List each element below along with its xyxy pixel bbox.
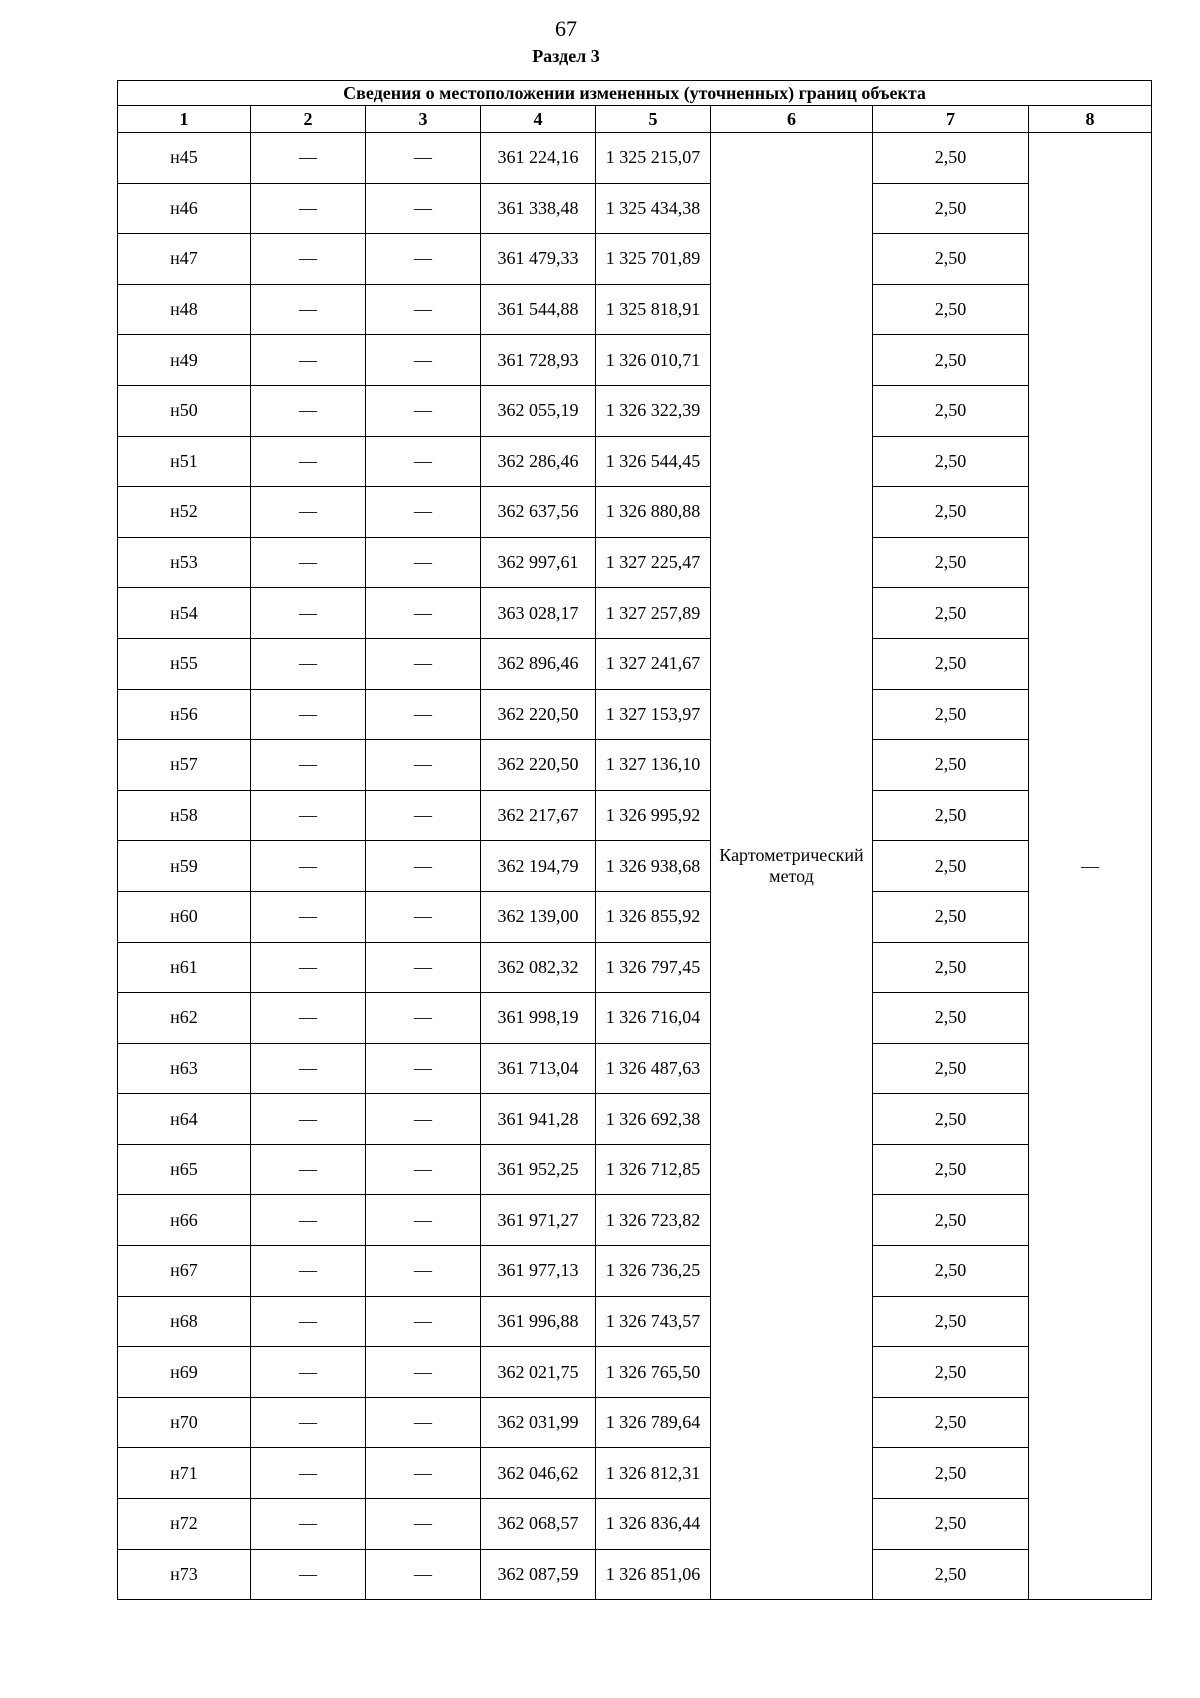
y-coordinate-cell: 1 326 544,45 (596, 436, 711, 487)
point-cell: н50 (118, 385, 251, 436)
section-title: Раздел 3 (532, 46, 600, 66)
column2-cell: — (251, 133, 366, 184)
column2-cell: — (251, 942, 366, 993)
table-row (118, 740, 1152, 791)
point-cell: н62 (118, 993, 251, 1044)
point-cell: н69 (118, 1347, 251, 1398)
point-cell: н72 (118, 1499, 251, 1550)
x-coordinate-cell: 362 055,19 (481, 385, 596, 436)
column3-cell: — (366, 1195, 481, 1246)
table-row (118, 1043, 1152, 1094)
column3-cell: — (366, 740, 481, 791)
column2-cell: — (251, 284, 366, 335)
point-cell: н65 (118, 1144, 251, 1195)
accuracy-cell: 2,50 (873, 1296, 1029, 1347)
y-coordinate-cell: 1 327 136,10 (596, 740, 711, 791)
column2-cell: — (251, 1397, 366, 1448)
column3-cell: — (366, 1347, 481, 1398)
y-coordinate-cell: 1 326 723,82 (596, 1195, 711, 1246)
table-row (118, 537, 1152, 588)
point-cell: н71 (118, 1448, 251, 1499)
column-number-3: 3 (366, 106, 481, 133)
column2-cell: — (251, 1195, 366, 1246)
x-coordinate-cell: 362 068,57 (481, 1499, 596, 1550)
table-row (118, 385, 1152, 436)
x-coordinate-cell: 362 997,61 (481, 537, 596, 588)
y-coordinate-cell: 1 325 434,38 (596, 183, 711, 234)
accuracy-cell: 2,50 (873, 740, 1029, 791)
y-coordinate-cell: 1 326 743,57 (596, 1296, 711, 1347)
accuracy-cell: 2,50 (873, 891, 1029, 942)
column3-cell: — (366, 537, 481, 588)
y-coordinate-cell: 1 327 241,67 (596, 638, 711, 689)
column2-cell: — (251, 790, 366, 841)
column-number-7: 7 (873, 106, 1029, 133)
point-cell: н64 (118, 1094, 251, 1145)
y-coordinate-cell: 1 326 797,45 (596, 942, 711, 993)
x-coordinate-cell: 362 637,56 (481, 487, 596, 538)
y-coordinate-cell: 1 327 257,89 (596, 588, 711, 639)
column3-cell: — (366, 1043, 481, 1094)
point-cell: н54 (118, 588, 251, 639)
accuracy-cell: 2,50 (873, 1195, 1029, 1246)
x-coordinate-cell: 362 139,00 (481, 891, 596, 942)
accuracy-cell: 2,50 (873, 183, 1029, 234)
column2-cell: — (251, 1043, 366, 1094)
column2-cell: — (251, 487, 366, 538)
table-row (118, 133, 1152, 184)
accuracy-cell: 2,50 (873, 1499, 1029, 1550)
column2-cell: — (251, 234, 366, 285)
table-row (118, 436, 1152, 487)
y-coordinate-cell: 1 326 836,44 (596, 1499, 711, 1550)
accuracy-cell: 2,50 (873, 1094, 1029, 1145)
y-coordinate-cell: 1 326 487,63 (596, 1043, 711, 1094)
column2-cell: — (251, 1347, 366, 1398)
point-cell: н47 (118, 234, 251, 285)
column3-cell: — (366, 588, 481, 639)
point-cell: н68 (118, 1296, 251, 1347)
column3-cell: — (366, 335, 481, 386)
accuracy-cell: 2,50 (873, 385, 1029, 436)
column2-cell: — (251, 385, 366, 436)
table-row (118, 1499, 1152, 1550)
column3-cell: — (366, 487, 481, 538)
table-row (118, 1397, 1152, 1448)
accuracy-cell: 2,50 (873, 689, 1029, 740)
x-coordinate-cell: 362 087,59 (481, 1549, 596, 1600)
column2-cell: — (251, 638, 366, 689)
column3-cell: — (366, 841, 481, 892)
point-cell: н73 (118, 1549, 251, 1600)
column2-cell: — (251, 891, 366, 942)
y-coordinate-cell: 1 326 995,92 (596, 790, 711, 841)
y-coordinate-cell: 1 326 322,39 (596, 385, 711, 436)
table-row (118, 1296, 1152, 1347)
column3-cell: — (366, 1549, 481, 1600)
y-coordinate-cell: 1 326 851,06 (596, 1549, 711, 1600)
accuracy-cell: 2,50 (873, 284, 1029, 335)
table-row (118, 1094, 1152, 1145)
y-coordinate-cell: 1 327 225,47 (596, 537, 711, 588)
table-row (118, 234, 1152, 285)
column2-cell: — (251, 1296, 366, 1347)
column3-cell: — (366, 790, 481, 841)
table-row (118, 335, 1152, 386)
accuracy-cell: 2,50 (873, 638, 1029, 689)
y-coordinate-cell: 1 326 692,38 (596, 1094, 711, 1145)
point-cell: н61 (118, 942, 251, 993)
table-row (118, 638, 1152, 689)
column3-cell: — (366, 891, 481, 942)
column2-cell: — (251, 335, 366, 386)
y-coordinate-cell: 1 326 765,50 (596, 1347, 711, 1398)
column2-cell: — (251, 689, 366, 740)
table-row (118, 1246, 1152, 1297)
y-coordinate-cell: 1 326 938,68 (596, 841, 711, 892)
table-row (118, 1448, 1152, 1499)
x-coordinate-cell: 361 977,13 (481, 1246, 596, 1297)
y-coordinate-cell: 1 326 789,64 (596, 1397, 711, 1448)
table-row (118, 891, 1152, 942)
column3-cell: — (366, 183, 481, 234)
column2-cell: — (251, 1499, 366, 1550)
point-cell: н48 (118, 284, 251, 335)
x-coordinate-cell: 362 194,79 (481, 841, 596, 892)
point-cell: н49 (118, 335, 251, 386)
column3-cell: — (366, 1296, 481, 1347)
y-coordinate-cell: 1 327 153,97 (596, 689, 711, 740)
point-cell: н66 (118, 1195, 251, 1246)
x-coordinate-cell: 361 544,88 (481, 284, 596, 335)
column3-cell: — (366, 1397, 481, 1448)
accuracy-cell: 2,50 (873, 1043, 1029, 1094)
y-coordinate-cell: 1 325 818,91 (596, 284, 711, 335)
column3-cell: — (366, 689, 481, 740)
point-cell: н67 (118, 1246, 251, 1297)
point-cell: н53 (118, 537, 251, 588)
accuracy-cell: 2,50 (873, 133, 1029, 184)
table-body (118, 133, 1152, 1600)
x-coordinate-cell: 362 046,62 (481, 1448, 596, 1499)
table-row (118, 841, 1152, 892)
accuracy-cell: 2,50 (873, 234, 1029, 285)
accuracy-cell: 2,50 (873, 1144, 1029, 1195)
column2-cell: — (251, 740, 366, 791)
x-coordinate-cell: 362 286,46 (481, 436, 596, 487)
column-number-6: 6 (711, 106, 873, 133)
accuracy-cell: 2,50 (873, 487, 1029, 538)
table-row (118, 1195, 1152, 1246)
column3-cell: — (366, 638, 481, 689)
accuracy-cell: 2,50 (873, 841, 1029, 892)
column-number-5: 5 (596, 106, 711, 133)
column2-cell: — (251, 993, 366, 1044)
column2-cell: — (251, 183, 366, 234)
accuracy-cell: 2,50 (873, 790, 1029, 841)
column-number-4: 4 (481, 106, 596, 133)
x-coordinate-cell: 362 031,99 (481, 1397, 596, 1448)
x-coordinate-cell: 361 971,27 (481, 1195, 596, 1246)
page-number: 67 (555, 16, 577, 41)
point-cell: н59 (118, 841, 251, 892)
table-row (118, 284, 1152, 335)
column3-cell: — (366, 284, 481, 335)
column2-cell: — (251, 841, 366, 892)
column-number-1: 1 (118, 106, 251, 133)
point-cell: н45 (118, 133, 251, 184)
table-row (118, 1347, 1152, 1398)
point-cell: н51 (118, 436, 251, 487)
x-coordinate-cell: 361 479,33 (481, 234, 596, 285)
column3-cell: — (366, 133, 481, 184)
point-cell: н70 (118, 1397, 251, 1448)
column3-cell: — (366, 942, 481, 993)
column2-cell: — (251, 1094, 366, 1145)
accuracy-cell: 2,50 (873, 436, 1029, 487)
y-coordinate-cell: 1 326 010,71 (596, 335, 711, 386)
x-coordinate-cell: 361 998,19 (481, 993, 596, 1044)
table-row (118, 183, 1152, 234)
column2-cell: — (251, 436, 366, 487)
table-row (118, 588, 1152, 639)
x-coordinate-cell: 362 220,50 (481, 689, 596, 740)
accuracy-cell: 2,50 (873, 1246, 1029, 1297)
column-number-8: 8 (1029, 106, 1152, 133)
y-coordinate-cell: 1 326 736,25 (596, 1246, 711, 1297)
method-cell: Картометрический метод (711, 133, 873, 1600)
table-row (118, 790, 1152, 841)
column3-cell: — (366, 1246, 481, 1297)
point-cell: н56 (118, 689, 251, 740)
x-coordinate-cell: 362 217,67 (481, 790, 596, 841)
point-cell: н57 (118, 740, 251, 791)
table-caption: Сведения о местоположении измененных (уточненных) границ объекта (118, 81, 1152, 106)
coordinates-table (117, 80, 1152, 1600)
point-cell: н60 (118, 891, 251, 942)
column3-cell: — (366, 1144, 481, 1195)
point-cell: н58 (118, 790, 251, 841)
x-coordinate-cell: 361 952,25 (481, 1144, 596, 1195)
y-coordinate-cell: 1 326 855,92 (596, 891, 711, 942)
table-row (118, 689, 1152, 740)
column-number-row (118, 106, 1152, 133)
point-cell: н63 (118, 1043, 251, 1094)
accuracy-cell: 2,50 (873, 1347, 1029, 1398)
x-coordinate-cell: 363 028,17 (481, 588, 596, 639)
accuracy-cell: 2,50 (873, 1448, 1029, 1499)
x-coordinate-cell: 361 728,93 (481, 335, 596, 386)
y-coordinate-cell: 1 325 215,07 (596, 133, 711, 184)
column3-cell: — (366, 1094, 481, 1145)
column8-cell: — (1029, 133, 1152, 1600)
accuracy-cell: 2,50 (873, 537, 1029, 588)
column2-cell: — (251, 1144, 366, 1195)
accuracy-cell: 2,50 (873, 942, 1029, 993)
point-cell: н55 (118, 638, 251, 689)
column2-cell: — (251, 588, 366, 639)
column3-cell: — (366, 1448, 481, 1499)
x-coordinate-cell: 361 996,88 (481, 1296, 596, 1347)
x-coordinate-cell: 361 338,48 (481, 183, 596, 234)
column2-cell: — (251, 1448, 366, 1499)
column3-cell: — (366, 1499, 481, 1550)
x-coordinate-cell: 362 220,50 (481, 740, 596, 791)
point-cell: н52 (118, 487, 251, 538)
table-row (118, 942, 1152, 993)
accuracy-cell: 2,50 (873, 588, 1029, 639)
x-coordinate-cell: 362 896,46 (481, 638, 596, 689)
x-coordinate-cell: 362 082,32 (481, 942, 596, 993)
column-number-2: 2 (251, 106, 366, 133)
column3-cell: — (366, 993, 481, 1044)
accuracy-cell: 2,50 (873, 1549, 1029, 1600)
column3-cell: — (366, 385, 481, 436)
y-coordinate-cell: 1 326 880,88 (596, 487, 711, 538)
column2-cell: — (251, 1549, 366, 1600)
table-row (118, 487, 1152, 538)
accuracy-cell: 2,50 (873, 335, 1029, 386)
y-coordinate-cell: 1 325 701,89 (596, 234, 711, 285)
x-coordinate-cell: 361 224,16 (481, 133, 596, 184)
x-coordinate-cell: 362 021,75 (481, 1347, 596, 1398)
table-row (118, 1144, 1152, 1195)
column2-cell: — (251, 537, 366, 588)
column3-cell: — (366, 234, 481, 285)
column2-cell: — (251, 1246, 366, 1297)
accuracy-cell: 2,50 (873, 993, 1029, 1044)
y-coordinate-cell: 1 326 716,04 (596, 993, 711, 1044)
x-coordinate-cell: 361 941,28 (481, 1094, 596, 1145)
table-row (118, 1549, 1152, 1600)
y-coordinate-cell: 1 326 812,31 (596, 1448, 711, 1499)
accuracy-cell: 2,50 (873, 1397, 1029, 1448)
y-coordinate-cell: 1 326 712,85 (596, 1144, 711, 1195)
point-cell: н46 (118, 183, 251, 234)
x-coordinate-cell: 361 713,04 (481, 1043, 596, 1094)
column3-cell: — (366, 436, 481, 487)
table-row (118, 993, 1152, 1044)
